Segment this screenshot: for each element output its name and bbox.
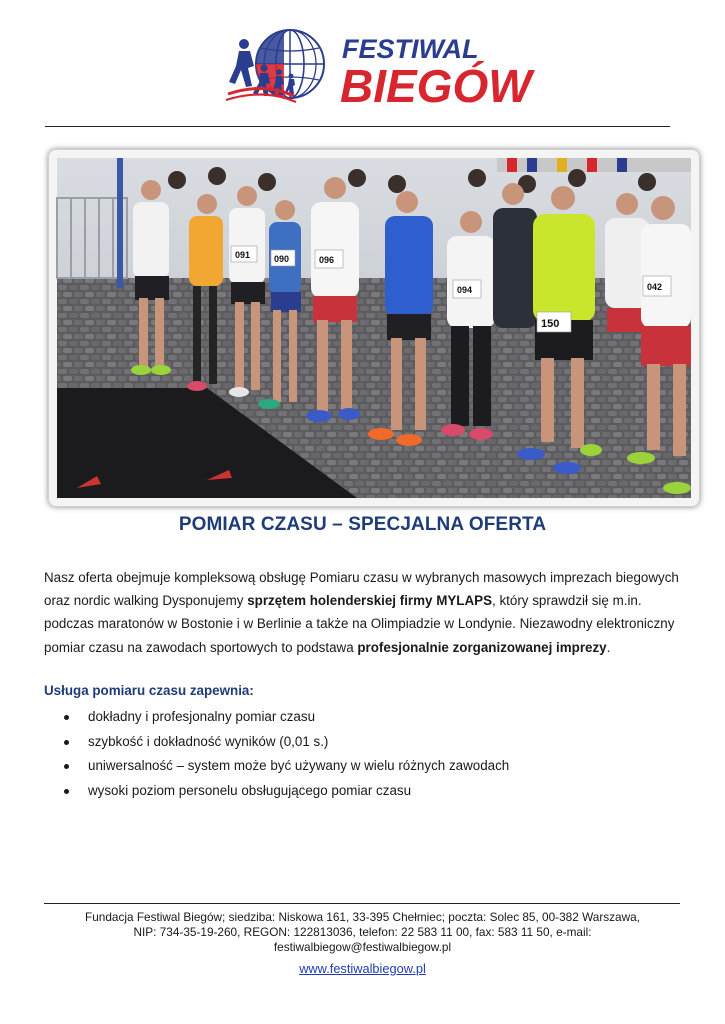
footer-line-1: Fundacja Festiwal Biegów; siedziba: Niskowa 161, 33-395 Chełmiec; poczta: Solec 85, 00-382 Warszawa, — [85, 910, 640, 924]
bib-3: 096 — [319, 255, 335, 265]
bib-5: 150 — [541, 318, 560, 330]
footer-line-3: festiwalbiegow@festiwalbiegow.pl — [273, 940, 452, 955]
footer-contact — [0, 910, 725, 956]
bib-6: 042 — [647, 282, 663, 292]
list-item: wysoki poziom personelu obsługującego pomiar czasu — [44, 779, 509, 804]
list-item: dokładny i profesjonalny pomiar czasu — [44, 705, 509, 730]
services-heading: Usługa pomiaru czasu zapewnia: — [44, 683, 254, 698]
intro-text-2: , który sprawdził się m.in. podczas maratonów w Bostonie i w Berlinie a także na Olimpiadzie w Londynie. Niezawodny elektroniczny pomiar czasu na zawodach sportowych to podstawa — [44, 593, 675, 655]
runners-start-photo — [57, 158, 691, 498]
website-link-wrapper — [0, 961, 725, 976]
intro-text-3: . — [606, 639, 611, 655]
website-link[interactable]: www.festiwalbiegow.pl — [299, 961, 426, 976]
photo-frame — [48, 149, 700, 507]
list-item: uniwersalność – system może być używany w wielu różnych zawodach — [44, 754, 509, 779]
list-item: szybkość i dokładność wyników (0,01 s.) — [44, 730, 509, 755]
services-list — [44, 705, 509, 803]
intro-text-1: Nasz oferta obejmuje kompleksową obsługę Pomiaru czasu w wybranych masowych imprezach biegowych oraz nordic walking Dysponujemy — [44, 570, 679, 609]
bib-1: 091 — [235, 250, 251, 260]
festiwal-biegow-logo — [224, 24, 532, 112]
bib-4: 094 — [457, 285, 473, 295]
page-title: POMIAR CZASU – SPECJALNA OFERTA — [178, 514, 547, 535]
intro-bold-1: sprzętem holenderskiej firmy MYLAPS — [247, 593, 493, 609]
logo-line1: FESTIWAL — [342, 34, 479, 64]
header-divider — [45, 126, 670, 127]
footer-divider — [44, 903, 680, 904]
bib-2: 090 — [274, 254, 290, 264]
logo-line2: BIEGÓW — [340, 60, 532, 112]
footer-line-2: NIP: 734-35-19-260, REGON: 122813036, telefon: 22 583 11 00, fax: 583 11 50, e-mail: — [133, 925, 592, 940]
intro-paragraph — [44, 566, 694, 659]
intro-bold-2: profesjonalnie zorganizowanej imprezy — [357, 639, 607, 655]
